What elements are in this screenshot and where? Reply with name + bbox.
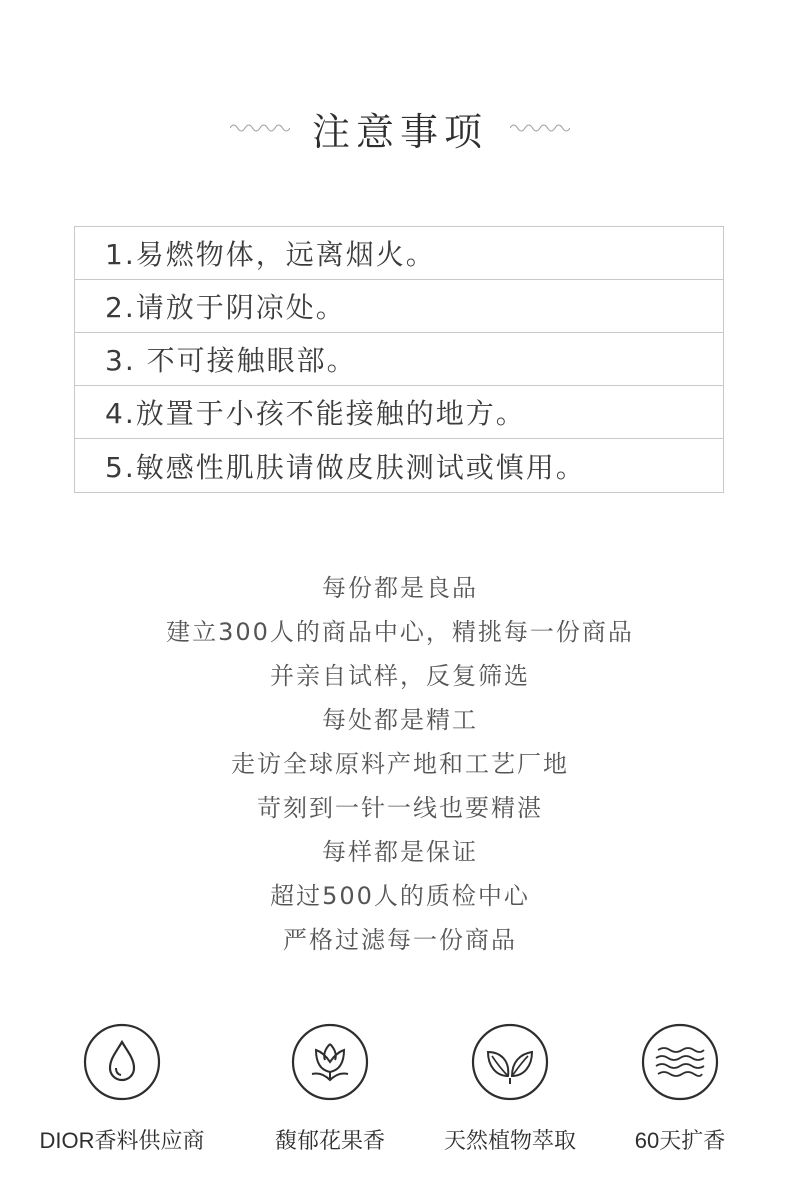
- slogan-line: 超过500人的质检中心: [270, 882, 530, 910]
- notice-item: 1.易燃物体，远离烟火。: [75, 227, 723, 280]
- page-title: 注意事项: [311, 109, 488, 154]
- leaves-icon: [470, 1022, 550, 1102]
- slogan-line: 苛刻到一针一线也要精湛: [257, 794, 543, 822]
- wave-decoration-right: [510, 122, 570, 134]
- notice-item: 3. 不可接触眼部。: [75, 333, 723, 386]
- feature-label: DIOR香料供应商: [39, 1128, 205, 1153]
- slogan-line: 每处都是精工: [322, 706, 478, 734]
- feature-list: [0, 1022, 800, 1172]
- feature-label: 天然植物萃取: [443, 1128, 576, 1153]
- notice-item: 2.请放于阴凉处。: [75, 280, 723, 333]
- feature-label: 馥郁花果香: [274, 1128, 385, 1153]
- slogan-line: 严格过滤每一份商品: [283, 926, 517, 954]
- feature-label: 60天扩香: [634, 1128, 726, 1153]
- feature-item: [590, 1022, 770, 1155]
- water-drop-icon: [82, 1022, 162, 1102]
- feature-item: [240, 1022, 420, 1155]
- quality-slogan: [0, 566, 800, 962]
- flower-icon: [290, 1022, 370, 1102]
- slogan-line: 每样都是保证: [322, 838, 478, 866]
- slogan-line: 每份都是良品: [322, 574, 478, 602]
- waves-icon: [640, 1022, 720, 1102]
- notice-item: 5.敏感性肌肤请做皮肤测试或慎用。: [105, 450, 586, 484]
- slogan-line: 并亲自试样，反复筛选: [270, 662, 530, 690]
- wave-decoration-left: [230, 122, 290, 134]
- slogan-line: 建立300人的商品中心，精挑每一份商品: [166, 618, 634, 646]
- feature-item: [420, 1022, 600, 1155]
- slogan-line: 走访全球原料产地和工艺厂地: [231, 750, 569, 778]
- feature-item: [32, 1022, 212, 1155]
- notice-item: 4.放置于小孩不能接触的地方。: [75, 386, 723, 439]
- notice-table: [74, 226, 724, 493]
- section-header: [0, 98, 800, 158]
